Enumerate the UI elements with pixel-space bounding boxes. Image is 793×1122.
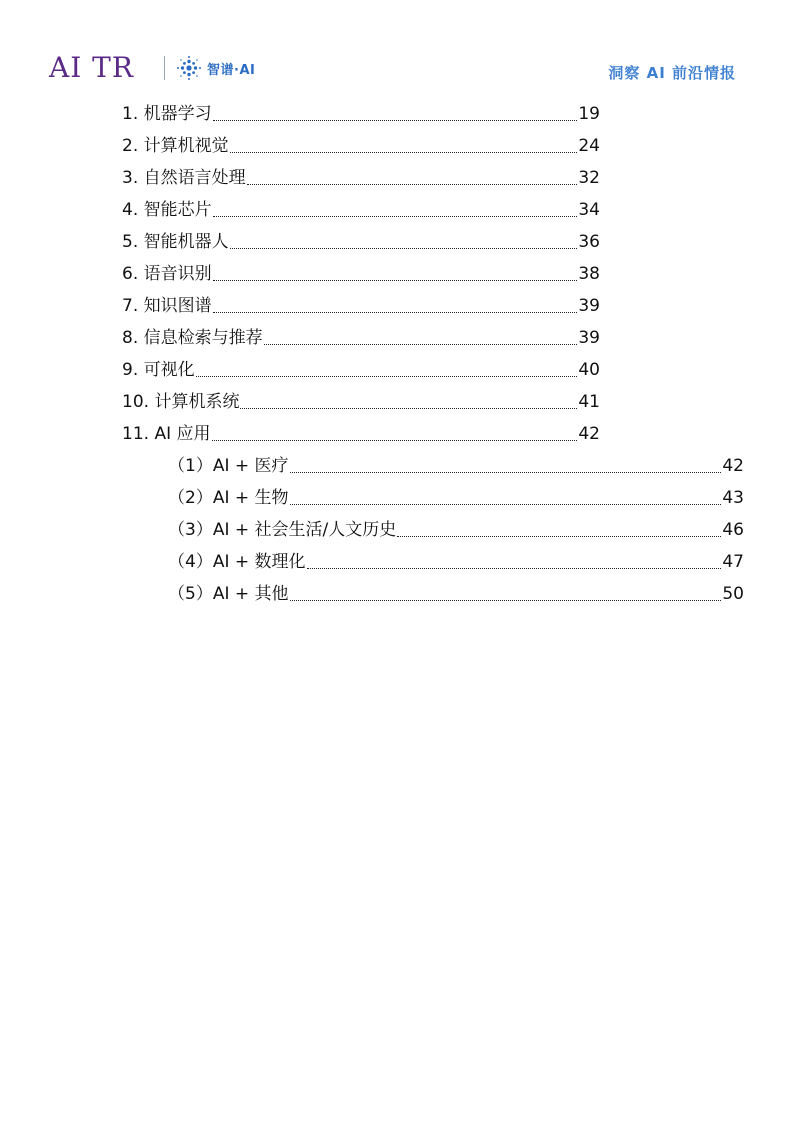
- toc-subentry[interactable]: [168, 449, 744, 481]
- toc-entry[interactable]: [122, 97, 600, 129]
- toc-subentry-title: （5）AI + 其他: [168, 584, 289, 604]
- toc-entry-page: 39: [578, 296, 600, 316]
- toc-entry-title: 6. 语音识别: [122, 264, 212, 284]
- toc-entry-title: 11. AI 应用: [122, 424, 211, 444]
- toc-subentry-page: 42: [722, 456, 744, 476]
- toc-entry[interactable]: [122, 289, 600, 321]
- toc-entry-page: 34: [578, 200, 600, 220]
- toc-dot-leader: [230, 231, 578, 253]
- toc-subentry[interactable]: [168, 577, 744, 609]
- toc-dot-leader: [397, 519, 721, 541]
- toc-entry-page: 32: [578, 168, 600, 188]
- toc-entry-page: 42: [578, 424, 600, 444]
- toc-entry-page: 39: [578, 328, 600, 348]
- toc-subentry-page: 50: [722, 584, 744, 604]
- toc-entry[interactable]: [122, 321, 600, 353]
- toc-entry-page: 24: [578, 136, 600, 156]
- toc-dot-leader: [213, 295, 578, 317]
- toc-entry-title: 4. 智能芯片: [122, 200, 212, 220]
- toc-entry-title: 10. 计算机系统: [122, 392, 240, 412]
- toc-entry-page: 36: [578, 232, 600, 252]
- toc-entry[interactable]: [122, 161, 600, 193]
- toc-dot-leader: [213, 263, 578, 285]
- toc-entry-page: 19: [578, 104, 600, 124]
- header-slogan: 洞察 AI 前沿情报: [608, 64, 736, 82]
- toc-dot-leader: [290, 583, 722, 605]
- toc-dot-leader: [196, 359, 578, 381]
- toc-entry[interactable]: [122, 385, 600, 417]
- toc-entry-title: 1. 机器学习: [122, 104, 212, 124]
- toc-entry-title: 3. 自然语言处理: [122, 168, 246, 188]
- toc-subentry[interactable]: [168, 481, 744, 513]
- logo-divider: [164, 56, 165, 80]
- toc-entry-title: 5. 智能机器人: [122, 232, 229, 252]
- toc-entry[interactable]: [122, 417, 600, 449]
- toc-subentry-page: 46: [722, 520, 744, 540]
- toc-dot-leader: [213, 103, 578, 125]
- toc-entry-page: 38: [578, 264, 600, 284]
- toc-entry[interactable]: [122, 353, 600, 385]
- toc-dot-leader: [307, 551, 722, 573]
- toc-subentry-title: （3）AI + 社会生活/人文历史: [168, 520, 397, 540]
- toc-dot-leader: [213, 199, 578, 221]
- toc-subentry[interactable]: [168, 545, 744, 577]
- toc-subentry-page: 47: [722, 552, 744, 572]
- toc-entry[interactable]: [122, 257, 600, 289]
- toc-entry[interactable]: [122, 193, 600, 225]
- toc-dot-leader: [290, 455, 722, 477]
- toc-entry-title: 2. 计算机视觉: [122, 136, 229, 156]
- toc-dot-leader: [247, 167, 578, 189]
- zhipu-logo-icon: [176, 55, 202, 81]
- toc-dot-leader: [264, 327, 578, 349]
- zhipu-brand-text: 智谱·AI: [207, 62, 256, 78]
- toc-subentry-title: （2）AI + 生物: [168, 488, 289, 508]
- toc-entry-page: 41: [578, 392, 600, 412]
- toc-subentry-page: 43: [722, 488, 744, 508]
- toc-entry-title: 7. 知识图谱: [122, 296, 212, 316]
- toc-entry[interactable]: [122, 225, 600, 257]
- toc-entry-page: 40: [578, 360, 600, 380]
- toc-subentry[interactable]: [168, 513, 744, 545]
- toc-dot-leader: [230, 135, 578, 157]
- toc-dot-leader: [290, 487, 722, 509]
- zhipu-brand: [176, 55, 255, 81]
- toc-entry-title: 8. 信息检索与推荐: [122, 328, 263, 348]
- toc-entry[interactable]: [122, 129, 600, 161]
- aitr-logo: AI TR: [49, 51, 134, 84]
- toc-subentry-title: （1）AI + 医疗: [168, 456, 289, 476]
- toc-entry-title: 9. 可视化: [122, 360, 195, 380]
- page-header: [0, 0, 793, 100]
- toc-subentry-title: （4）AI + 数理化: [168, 552, 306, 572]
- toc-dot-leader: [240, 391, 577, 413]
- toc-dot-leader: [212, 423, 578, 445]
